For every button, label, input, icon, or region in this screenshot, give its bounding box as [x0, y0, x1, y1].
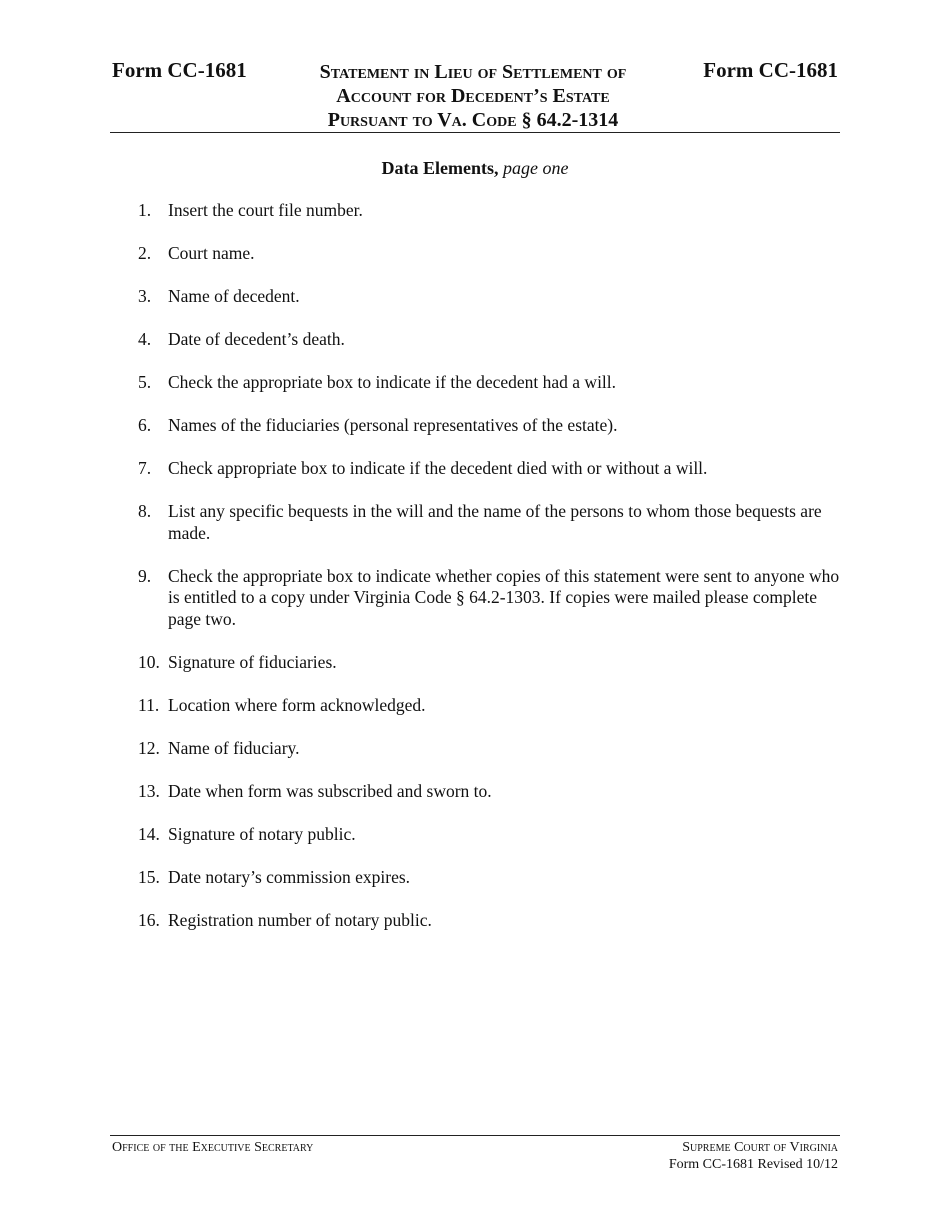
list-item-number: 11.	[138, 694, 160, 715]
list-item-number: 9.	[138, 565, 152, 586]
list-item	[138, 372, 840, 394]
list-item-number: 14.	[138, 823, 160, 844]
list-item-text: Location where form acknowledged.	[168, 694, 426, 715]
list-item-number: 5.	[138, 372, 152, 392]
list-item	[138, 415, 840, 437]
list-item-number: 7.	[138, 458, 152, 478]
list-item	[138, 695, 840, 717]
list-item-text: Registration number of notary public.	[168, 909, 432, 930]
form-title	[270, 60, 676, 132]
data-elements-list	[138, 200, 840, 953]
list-item-number: 4.	[138, 329, 152, 349]
form-number-right: Form CC-1681	[703, 58, 838, 82]
footer-office: Office of the Executive Secretary	[112, 1140, 314, 1155]
page-footer	[110, 1135, 840, 1172]
list-item-text: Date when form was subscribed and sworn to.	[168, 780, 492, 801]
list-item-text: Names of the fiduciaries (personal representatives of the estate).	[168, 415, 618, 435]
list-item	[138, 566, 840, 631]
list-item-number: 13.	[138, 780, 160, 801]
list-item-text: Name of fiduciary.	[168, 737, 300, 758]
list-item-text: Name of decedent.	[168, 286, 300, 306]
list-item-text: Insert the court file number.	[168, 200, 363, 220]
footer-court: Supreme Court of Virginia	[682, 1140, 838, 1155]
list-item-number: 15.	[138, 866, 160, 887]
page-header	[110, 56, 840, 133]
list-item-number: 3.	[138, 286, 152, 306]
list-item-text: Date notary’s commission expires.	[168, 866, 411, 887]
list-item	[138, 867, 840, 889]
list-item	[138, 458, 840, 480]
list-item-number: 12.	[138, 737, 160, 758]
list-item-number: 2.	[138, 243, 152, 263]
list-item-text: Check the appropriate box to indicate if the decedent had a will.	[168, 372, 617, 392]
form-number-left: Form CC-1681	[112, 58, 247, 82]
list-item-number: 1.	[138, 200, 152, 220]
list-item-text: Signature of fiduciaries.	[168, 651, 337, 672]
list-item	[138, 329, 840, 351]
footer-right	[669, 1139, 838, 1173]
section-heading-bold: Data Elements,	[381, 158, 499, 178]
list-item-text: Check appropriate box to indicate if the decedent died with or without a will.	[168, 458, 708, 478]
footer-form-revision: Form CC-1681 Revised 10/12	[668, 1157, 838, 1172]
list-item	[138, 738, 840, 760]
list-item-number: 6.	[138, 415, 152, 435]
form-title-line-2: Account for Decedent’s Estate	[336, 85, 610, 107]
list-item-text: List any specific bequests in the will and the name of the persons to whom those bequests are made.	[168, 501, 822, 543]
list-item-number: 16.	[138, 909, 160, 930]
form-title-line-3: Pursuant to Va. Code § 64.2-1314	[327, 109, 619, 131]
list-item	[138, 501, 840, 544]
section-heading	[0, 158, 950, 179]
list-item-text: Court name.	[168, 243, 255, 263]
list-item-text: Signature of notary public.	[168, 823, 356, 844]
list-item-text: Date of decedent’s death.	[168, 329, 345, 349]
list-item	[138, 200, 840, 222]
list-item	[138, 652, 840, 674]
list-item	[138, 910, 840, 932]
list-item	[138, 243, 840, 265]
list-item	[138, 824, 840, 846]
section-heading-italic: page one	[503, 158, 569, 178]
list-item	[138, 781, 840, 803]
list-item-number: 10.	[138, 651, 160, 672]
list-item-text: Check the appropriate box to indicate whether copies of this statement were sent to anyone who is entitled to a copy under Virginia Code § 64.2-1303. If copies were mailed please complete page two.	[168, 565, 840, 629]
list-item-number: 8.	[138, 501, 152, 521]
list-item	[138, 286, 840, 308]
form-title-line-1: Statement in Lieu of Settlement of	[319, 61, 627, 83]
